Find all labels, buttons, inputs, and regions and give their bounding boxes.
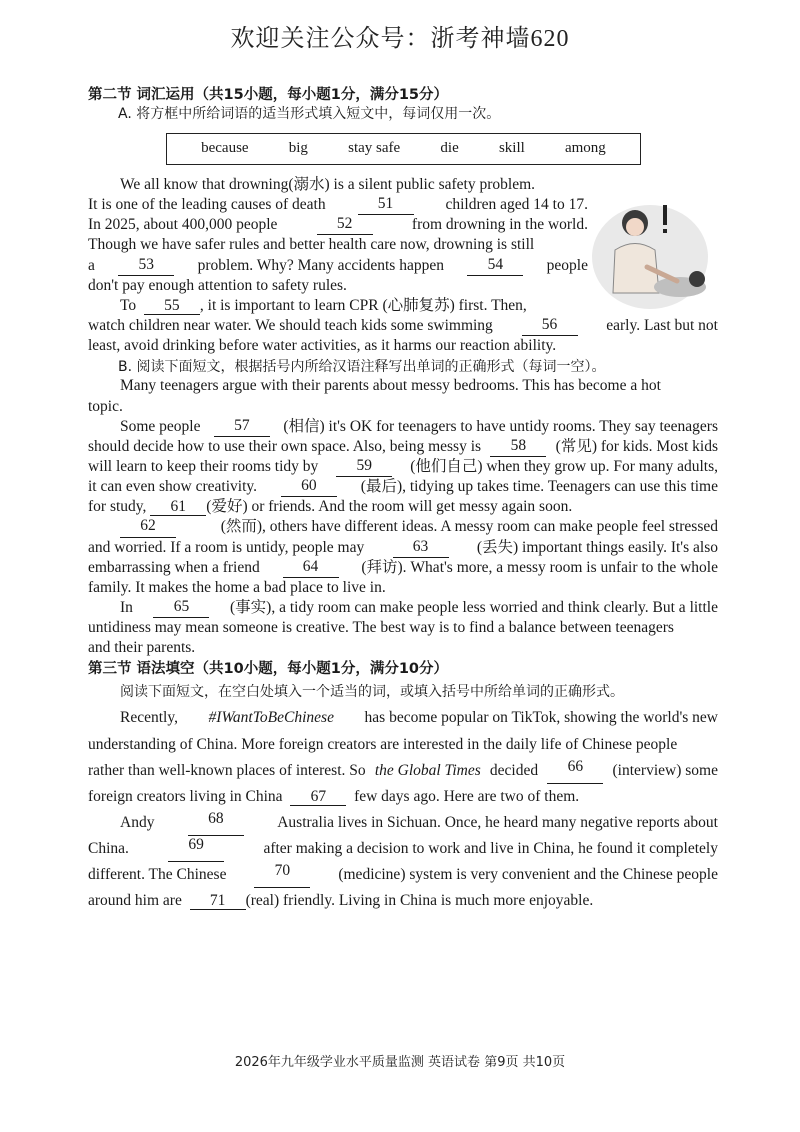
page-footer: 2026年九年级学业水平质量监测 英语试卷 第9页 共10页 <box>234 1055 566 1070</box>
text-line: should decide how to use their own space. Also, being messy is 58 (常见) for kids. Most kids <box>88 437 718 457</box>
text-line: least, avoid drinking before water activities, as it harms our reaction ability. <box>88 337 557 355</box>
blank-59[interactable]: 59 <box>336 457 392 477</box>
word-option: skill <box>498 140 525 157</box>
text-line: understanding of China. More foreign creators are interested in the daily life of Chinese people <box>88 735 678 753</box>
blank-57[interactable]: 57 <box>214 417 270 437</box>
blank-61[interactable]: 61 <box>150 498 206 516</box>
blank-52[interactable]: 52 <box>317 215 373 235</box>
banner-text: 欢迎关注公众号：浙考神墙620 <box>230 26 570 52</box>
word-box <box>166 133 641 165</box>
text-line: a 53 problem. Why? Many accidents happen 54 people <box>88 256 588 276</box>
blank-69[interactable]: 69 <box>168 836 224 862</box>
text-line: and worried. If a room is untidy, people may 63 (丢失) important things easily. It's also <box>88 538 718 558</box>
text-line: around him are 71 (real) friendly. Living in China is much more enjoyable. <box>88 891 594 909</box>
partA-instruction: A. 将方框中所给词语的适当形式填入短文中，每词仅用一次。 <box>118 105 501 122</box>
text-line: embarrassing when a friend 64 (拜访). What's more, a messy room is unfair to the whole <box>88 558 718 578</box>
blank-68[interactable]: 68 <box>188 810 244 836</box>
section3-heading: 第三节 语法填空（共10小题，每小题1分，满分10分） <box>88 661 448 678</box>
blank-62[interactable]: 62 <box>120 517 176 537</box>
blank-66[interactable]: 66 <box>547 758 603 784</box>
partA-passage <box>88 175 588 296</box>
text-line: family. It makes the home a bad place to live in. <box>88 578 386 596</box>
text-line: untidiness may mean someone is creative. The best way is to find a balance between teenagers <box>88 619 674 637</box>
section3-instruction: 阅读下面短文，在空白处填入一个适当的词，或填入括号中所给单词的正确形式。 <box>120 684 624 701</box>
hashtag: #IWantToBeChinese <box>208 709 334 727</box>
word-option: die <box>440 140 459 157</box>
text-line: Some people 57 (相信) it's OK for teenagers to have untidy rooms. They say teenagers <box>88 417 718 437</box>
blank-51[interactable]: 51 <box>358 195 414 215</box>
text-line: In 65 (事实), a tidy room can make people less worried and think clearly. But a little <box>88 598 718 618</box>
text-line: foreign creators living in China 67 few days ago. Here are two of them. <box>88 787 580 805</box>
text-line: China. 69 after making a decision to work and live in China, he found it completely <box>88 836 718 862</box>
text-line: rather than well-known places of interest. So the Global Times decided 66 (interview) some <box>88 758 718 784</box>
text-line: it can even show creativity. 60 (最后), tidying up takes time. Teenagers can use this time <box>88 477 718 497</box>
blank-53[interactable]: 53 <box>118 256 174 276</box>
text-line: watch children near water. We should teach kids some swimming 56 early. Last but not <box>88 316 718 336</box>
text-line: will learn to keep their rooms tidy by 59 (他们自己) when they grow up. For many adults, <box>88 457 718 477</box>
word-option: stay safe <box>348 140 401 157</box>
text-line: We all know that drowning(溺水) is a silent public safety problem. <box>120 176 536 194</box>
word-option: among <box>564 140 606 157</box>
text-line: topic. <box>88 397 123 415</box>
blank-63[interactable]: 63 <box>393 538 449 558</box>
text-line: Though we have safer rules and better health care now, drowning is still <box>88 236 535 254</box>
section2-heading: 第二节 词汇运用（共15小题，每小题1分，满分15分） <box>88 87 448 103</box>
section3-passage <box>88 705 718 913</box>
blank-56[interactable]: 56 <box>522 316 578 336</box>
blank-55[interactable]: 55 <box>144 297 200 315</box>
blank-71[interactable]: 71 <box>190 892 246 910</box>
blank-64[interactable]: 64 <box>283 558 339 578</box>
blank-58[interactable]: 58 <box>490 437 546 457</box>
word-option: because <box>201 140 249 157</box>
text-line: To 55 , it is important to learn CPR (心肺复苏) first. Then, <box>120 296 527 314</box>
blank-70[interactable]: 70 <box>254 862 310 888</box>
blank-65[interactable]: 65 <box>153 598 209 618</box>
text-line: 62 (然而), others have different ideas. A messy room can make people feel stressed <box>88 517 718 537</box>
text-line: Many teenagers argue with their parents about messy bedrooms. This has become a hot <box>120 377 661 395</box>
word-option: big <box>288 140 308 157</box>
text-line: and their parents. <box>88 639 196 657</box>
content <box>88 86 718 914</box>
text-line: different. The Chinese 70 (medicine) system is very convenient and the Chinese people <box>88 862 718 888</box>
text-line: for study, 61 (爱好) or friends. And the room will get messy again soon. <box>88 498 573 516</box>
blank-60[interactable]: 60 <box>281 477 337 497</box>
newspaper-title: the Global Times <box>374 761 481 779</box>
text-line: It is one of the leading causes of death 51 children aged 14 to 17. <box>88 195 588 215</box>
blank-54[interactable]: 54 <box>467 256 523 276</box>
text-line: Recently, #IWantToBeChinese has become popular on TikTok, showing the world's new <box>88 705 718 731</box>
partB-instruction: B. 阅读下面短文，根据括号内所给汉语注释写出单词的正确形式（每词一空）。 <box>118 359 606 376</box>
blank-67[interactable]: 67 <box>290 788 346 806</box>
text-line: In 2025, about 400,000 people 52 from drowning in the world. <box>88 215 588 235</box>
text-line: don't pay enough attention to safety rules. <box>88 276 347 294</box>
text-line: Andy 68 Australia lives in Sichuan. Once, he heard many negative reports about <box>88 810 718 836</box>
